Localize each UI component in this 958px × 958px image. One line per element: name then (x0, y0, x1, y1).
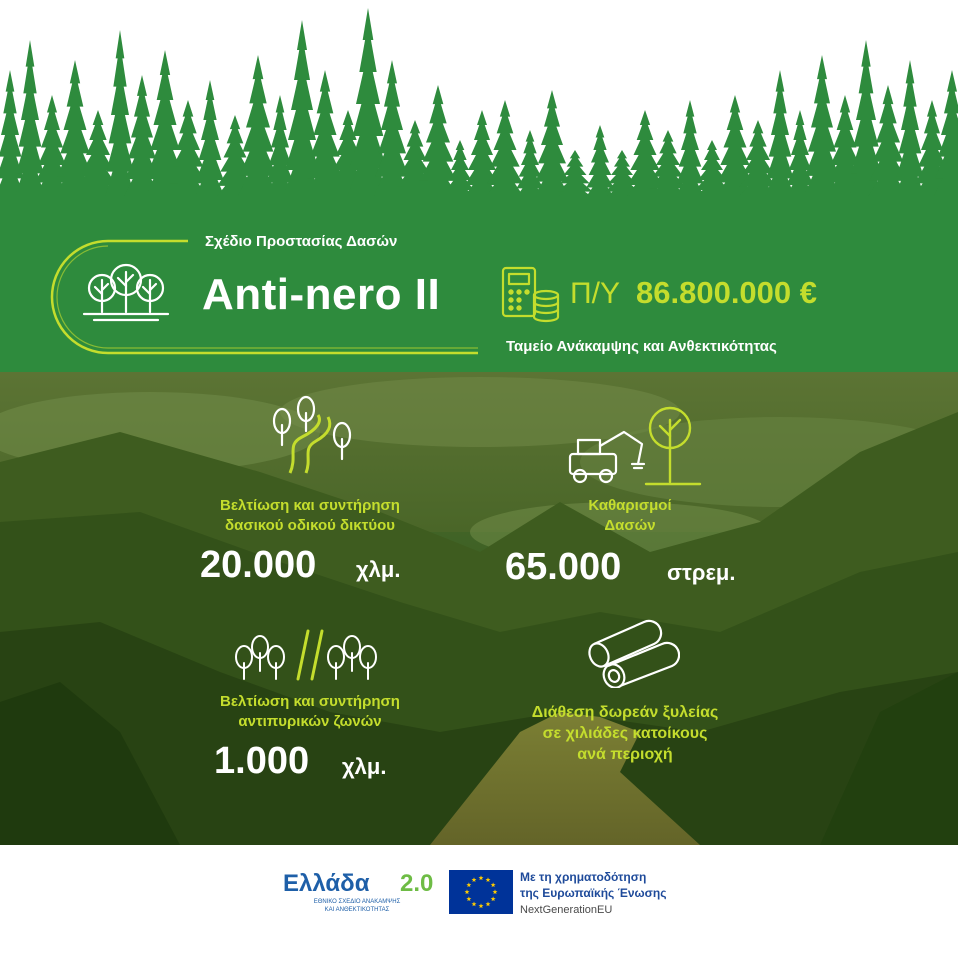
trees-icon (80, 260, 172, 324)
stat-road-label-line2: δασικού οδικού δικτύου (225, 517, 395, 534)
eu-funding-line1: Με τη χρηματοδότηση (520, 870, 647, 884)
stat-clearing-label-line2: Δασών (604, 517, 656, 534)
tree-silhouette-border (0, 0, 958, 200)
greece-2-logo-number: 2.0 (400, 870, 434, 897)
stat-clearing-unit: στρεμ. (667, 560, 736, 585)
stat-timber-label-line2: σε χιλιάδες κατοίκους (542, 725, 708, 742)
eu-funding-line3: NextGenerationEU (520, 904, 613, 916)
budget-prefix: Π/Υ (570, 277, 621, 310)
plan-subtitle: Σχέδιο Προστασίας Δασών (205, 233, 398, 250)
stat-clearing-value: 65.000 (505, 546, 622, 588)
stat-clearing-label-line1: Καθαρισμοί (588, 497, 672, 514)
eu-flag-icon (449, 870, 513, 914)
stat-road-value: 20.000 (200, 544, 317, 586)
plan-title: Anti-nero II (202, 270, 441, 319)
calculator-coins-icon (500, 265, 562, 323)
forestry-machine-icon (566, 402, 706, 488)
stat-firebreak-label-line2: αντιπυρικών ζωνών (238, 713, 382, 730)
budget-amount: 86.800.000 € (636, 275, 818, 310)
stat-road-label-line1: Βελτίωση και συντήρηση (220, 497, 400, 514)
fund-name: Ταμείο Ανάκαμψης και Ανθεκτικότητας (506, 338, 777, 355)
stat-timber-label-line3: ανά περιοχή (577, 746, 673, 763)
stat-timber-label-line1: Διάθεση δωρεάν ξυλείας (531, 704, 719, 721)
timber-logs-icon (580, 614, 680, 688)
greece-2-logo-word: Ελλάδα (283, 870, 370, 897)
mountain-landscape-background (0, 372, 958, 845)
firebreak-zone-icon (230, 625, 390, 683)
stat-road-unit: χλμ. (356, 557, 401, 582)
forest-road-icon (268, 395, 360, 475)
stat-firebreak-label-line1: Βελτίωση και συντήρηση (220, 693, 400, 710)
greece-2-logo-subtitle-line2: ΚΑΙ ΑΝΘΕΚΤΙΚΟΤΗΤΑΣ (324, 907, 390, 913)
stat-firebreak-value: 1.000 (214, 740, 310, 782)
greece-2-logo-subtitle-line1: ΕΘΝΙΚΟ ΣΧΕΔΙΟ ΑΝΑΚΑΜΨΗΣ (313, 899, 401, 905)
eu-funding-line2: της Ευρωπαϊκής Ένωσης (520, 886, 667, 900)
stat-firebreak-unit: χλμ. (342, 754, 387, 779)
